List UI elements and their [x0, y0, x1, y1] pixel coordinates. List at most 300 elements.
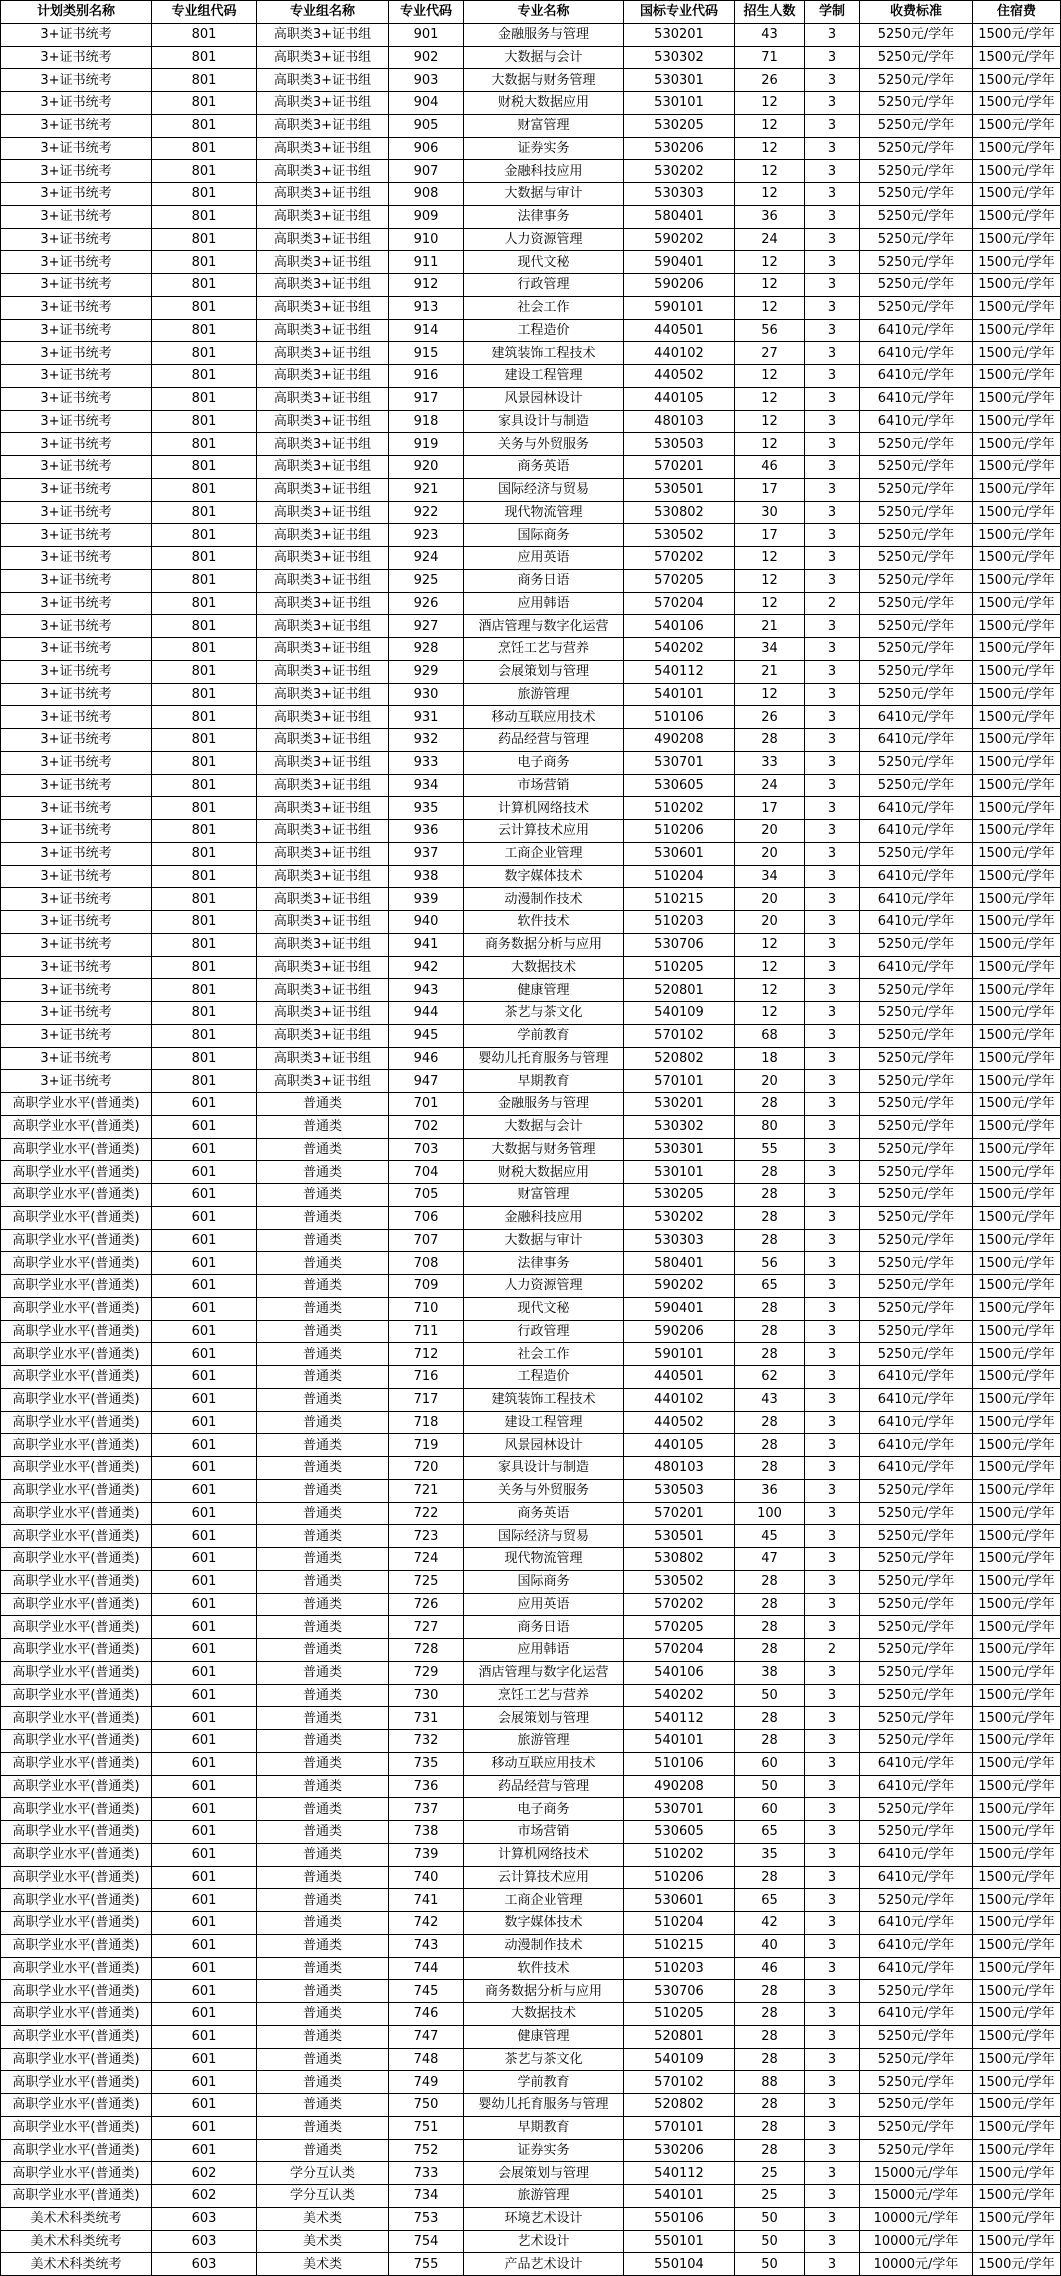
cell-major-code: 915	[389, 342, 464, 365]
cell-group-name: 高职类3+证书组	[257, 183, 389, 206]
cell-major-name: 数字媒体技术	[464, 1912, 624, 1935]
cell-group-code: 601	[152, 1184, 257, 1207]
cell-major-code: 936	[389, 820, 464, 843]
cell-group-name: 普通类	[257, 1275, 389, 1298]
cell-tuition: 6410元/学年	[860, 1457, 973, 1480]
cell-group-code: 601	[152, 1161, 257, 1184]
cell-group-code: 601	[152, 1934, 257, 1957]
cell-national-major-code: 440102	[624, 1388, 735, 1411]
cell-duration: 3	[805, 1502, 860, 1525]
cell-duration: 3	[805, 1752, 860, 1775]
cell-group-name: 高职类3+证书组	[257, 842, 389, 865]
cell-enrollment-count: 40	[735, 1934, 805, 1957]
cell-plan-category: 高职学业水平(普通类)	[1, 1411, 152, 1434]
cell-duration: 3	[805, 2048, 860, 2071]
table-row	[1, 1843, 1061, 1866]
cell-tuition: 5250元/学年	[860, 1593, 973, 1616]
cell-tuition: 5250元/学年	[860, 1115, 973, 1138]
cell-plan-category: 3+证书统考	[1, 342, 152, 365]
cell-plan-category: 3+证书统考	[1, 410, 152, 433]
cell-tuition: 5250元/学年	[860, 1184, 973, 1207]
cell-enrollment-count: 65	[735, 1889, 805, 1912]
cell-accommodation-fee: 1500元/学年	[973, 524, 1061, 547]
cell-national-major-code: 530503	[624, 1479, 735, 1502]
cell-group-code: 801	[152, 1002, 257, 1025]
table-row	[1, 820, 1061, 843]
cell-accommodation-fee: 1500元/学年	[973, 410, 1061, 433]
cell-plan-category: 高职学业水平(普通类)	[1, 2185, 152, 2208]
cell-enrollment-count: 12	[735, 547, 805, 570]
table-row	[1, 69, 1061, 92]
cell-enrollment-count: 28	[735, 1639, 805, 1662]
cell-national-major-code: 530601	[624, 842, 735, 865]
cell-major-code: 704	[389, 1161, 464, 1184]
cell-group-name: 普通类	[257, 1775, 389, 1798]
cell-group-code: 801	[152, 615, 257, 638]
cell-accommodation-fee: 1500元/学年	[973, 1502, 1061, 1525]
cell-accommodation-fee: 1500元/学年	[973, 2253, 1061, 2276]
cell-enrollment-count: 28	[735, 1206, 805, 1229]
cell-tuition: 5250元/学年	[860, 1002, 973, 1025]
cell-group-name: 普通类	[257, 1434, 389, 1457]
cell-tuition: 5250元/学年	[860, 69, 973, 92]
column-header-major-name: 专业名称	[464, 1, 624, 24]
cell-group-code: 601	[152, 1093, 257, 1116]
cell-major-name: 应用英语	[464, 547, 624, 570]
cell-major-name: 计算机网络技术	[464, 1843, 624, 1866]
cell-major-code: 736	[389, 1775, 464, 1798]
cell-group-name: 高职类3+证书组	[257, 865, 389, 888]
cell-national-major-code: 540106	[624, 615, 735, 638]
cell-enrollment-count: 34	[735, 638, 805, 661]
cell-accommodation-fee: 1500元/学年	[973, 1229, 1061, 1252]
cell-national-major-code: 440102	[624, 342, 735, 365]
cell-major-code: 720	[389, 1457, 464, 1480]
cell-accommodation-fee: 1500元/学年	[973, 1821, 1061, 1844]
cell-group-code: 801	[152, 751, 257, 774]
cell-tuition: 5250元/学年	[860, 137, 973, 160]
cell-national-major-code: 570204	[624, 592, 735, 615]
column-header-national-major-code: 国标专业代码	[624, 1, 735, 24]
cell-accommodation-fee: 1500元/学年	[973, 114, 1061, 137]
cell-tuition: 5250元/学年	[860, 2071, 973, 2094]
cell-group-name: 普通类	[257, 1707, 389, 1730]
cell-group-name: 高职类3+证书组	[257, 956, 389, 979]
cell-major-name: 动漫制作技术	[464, 888, 624, 911]
cell-group-name: 高职类3+证书组	[257, 410, 389, 433]
cell-group-code: 801	[152, 774, 257, 797]
cell-group-code: 801	[152, 137, 257, 160]
cell-enrollment-count: 20	[735, 842, 805, 865]
cell-tuition: 6410元/学年	[860, 1912, 973, 1935]
cell-national-major-code: 510203	[624, 1957, 735, 1980]
table-row	[1, 569, 1061, 592]
table-row	[1, 2071, 1061, 2094]
cell-group-name: 普通类	[257, 1570, 389, 1593]
table-row	[1, 92, 1061, 115]
cell-enrollment-count: 65	[735, 1821, 805, 1844]
cell-duration: 3	[805, 1343, 860, 1366]
cell-plan-category: 高职学业水平(普通类)	[1, 2162, 152, 2185]
cell-accommodation-fee: 1500元/学年	[973, 1320, 1061, 1343]
cell-accommodation-fee: 1500元/学年	[973, 797, 1061, 820]
cell-major-code: 741	[389, 1889, 464, 1912]
cell-duration: 3	[805, 2071, 860, 2094]
cell-major-name: 风景园林设计	[464, 1434, 624, 1457]
table-row	[1, 774, 1061, 797]
cell-national-major-code: 550106	[624, 2207, 735, 2230]
cell-tuition: 6410元/学年	[860, 729, 973, 752]
cell-enrollment-count: 28	[735, 1707, 805, 1730]
cell-group-name: 高职类3+证书组	[257, 524, 389, 547]
table-row	[1, 2048, 1061, 2071]
cell-major-code: 752	[389, 2139, 464, 2162]
cell-group-code: 601	[152, 1730, 257, 1753]
cell-duration: 3	[805, 979, 860, 1002]
cell-tuition: 5250元/学年	[860, 23, 973, 46]
cell-major-code: 716	[389, 1366, 464, 1389]
cell-duration: 3	[805, 888, 860, 911]
cell-major-name: 人力资源管理	[464, 1275, 624, 1298]
cell-tuition: 5250元/学年	[860, 114, 973, 137]
cell-duration: 3	[805, 2207, 860, 2230]
cell-plan-category: 高职学业水平(普通类)	[1, 1115, 152, 1138]
cell-enrollment-count: 12	[735, 683, 805, 706]
cell-major-name: 大数据技术	[464, 956, 624, 979]
cell-group-code: 601	[152, 2094, 257, 2117]
cell-major-name: 关务与外贸服务	[464, 433, 624, 456]
cell-enrollment-count: 12	[735, 979, 805, 1002]
cell-accommodation-fee: 1500元/学年	[973, 1525, 1061, 1548]
cell-plan-category: 3+证书统考	[1, 524, 152, 547]
cell-tuition: 5250元/学年	[860, 751, 973, 774]
cell-major-name: 商务英语	[464, 1502, 624, 1525]
cell-national-major-code: 490208	[624, 729, 735, 752]
cell-plan-category: 高职学业水平(普通类)	[1, 1434, 152, 1457]
cell-tuition: 6410元/学年	[860, 706, 973, 729]
cell-major-code: 718	[389, 1411, 464, 1434]
cell-group-code: 801	[152, 296, 257, 319]
cell-plan-category: 3+证书统考	[1, 638, 152, 661]
cell-tuition: 6410元/学年	[860, 1366, 973, 1389]
table-row	[1, 387, 1061, 410]
cell-accommodation-fee: 1500元/学年	[973, 478, 1061, 501]
cell-group-name: 普通类	[257, 1343, 389, 1366]
cell-major-code: 906	[389, 137, 464, 160]
cell-plan-category: 3+证书统考	[1, 569, 152, 592]
cell-group-code: 801	[152, 183, 257, 206]
cell-tuition: 5250元/学年	[860, 228, 973, 251]
cell-duration: 3	[805, 1684, 860, 1707]
cell-tuition: 6410元/学年	[860, 1775, 973, 1798]
cell-major-name: 建设工程管理	[464, 365, 624, 388]
cell-accommodation-fee: 1500元/学年	[973, 842, 1061, 865]
cell-plan-category: 高职学业水平(普通类)	[1, 2094, 152, 2117]
cell-major-name: 应用韩语	[464, 592, 624, 615]
cell-enrollment-count: 12	[735, 160, 805, 183]
cell-group-code: 602	[152, 2162, 257, 2185]
cell-accommodation-fee: 1500元/学年	[973, 1912, 1061, 1935]
cell-major-code: 931	[389, 706, 464, 729]
cell-group-name: 美术类	[257, 2207, 389, 2230]
cell-major-name: 工商企业管理	[464, 1889, 624, 1912]
cell-major-code: 710	[389, 1297, 464, 1320]
cell-major-name: 行政管理	[464, 1320, 624, 1343]
cell-group-name: 普通类	[257, 2071, 389, 2094]
cell-plan-category: 3+证书统考	[1, 797, 152, 820]
cell-major-code: 737	[389, 1798, 464, 1821]
cell-group-code: 601	[152, 1639, 257, 1662]
cell-accommodation-fee: 1500元/学年	[973, 228, 1061, 251]
cell-tuition: 5250元/学年	[860, 569, 973, 592]
cell-tuition: 5250元/学年	[860, 524, 973, 547]
cell-national-major-code: 530701	[624, 751, 735, 774]
cell-national-major-code: 510215	[624, 1934, 735, 1957]
cell-duration: 3	[805, 2025, 860, 2048]
cell-duration: 3	[805, 1957, 860, 1980]
cell-enrollment-count: 26	[735, 706, 805, 729]
cell-plan-category: 高职学业水平(普通类)	[1, 1775, 152, 1798]
cell-enrollment-count: 18	[735, 1047, 805, 1070]
cell-major-name: 婴幼儿托育服务与管理	[464, 1047, 624, 1070]
cell-group-name: 高职类3+证书组	[257, 1047, 389, 1070]
cell-national-major-code: 530301	[624, 1138, 735, 1161]
cell-group-name: 高职类3+证书组	[257, 433, 389, 456]
cell-major-name: 学前教育	[464, 1024, 624, 1047]
table-row	[1, 1070, 1061, 1093]
cell-plan-category: 3+证书统考	[1, 592, 152, 615]
cell-group-name: 普通类	[257, 1184, 389, 1207]
cell-group-name: 美术类	[257, 2253, 389, 2276]
cell-duration: 3	[805, 160, 860, 183]
cell-plan-category: 高职学业水平(普通类)	[1, 2116, 152, 2139]
cell-group-name: 普通类	[257, 1957, 389, 1980]
table-row	[1, 1980, 1061, 2003]
cell-plan-category: 高职学业水平(普通类)	[1, 1093, 152, 1116]
cell-national-major-code: 530101	[624, 1161, 735, 1184]
cell-duration: 3	[805, 1434, 860, 1457]
cell-duration: 3	[805, 2230, 860, 2253]
cell-group-code: 601	[152, 1275, 257, 1298]
cell-major-name: 风景园林设计	[464, 387, 624, 410]
cell-group-code: 801	[152, 501, 257, 524]
cell-enrollment-count: 50	[735, 2230, 805, 2253]
cell-duration: 3	[805, 228, 860, 251]
table-row	[1, 274, 1061, 297]
cell-national-major-code: 510204	[624, 865, 735, 888]
cell-duration: 3	[805, 1297, 860, 1320]
cell-duration: 3	[805, 1889, 860, 1912]
cell-tuition: 5250元/学年	[860, 46, 973, 69]
cell-major-code: 753	[389, 2207, 464, 2230]
cell-tuition: 6410元/学年	[860, 1866, 973, 1889]
cell-major-code: 911	[389, 251, 464, 274]
table-row	[1, 865, 1061, 888]
cell-group-name: 普通类	[257, 1798, 389, 1821]
cell-duration: 3	[805, 1843, 860, 1866]
cell-plan-category: 3+证书统考	[1, 160, 152, 183]
cell-major-name: 家具设计与制造	[464, 1457, 624, 1480]
cell-major-name: 法律事务	[464, 205, 624, 228]
cell-major-code: 937	[389, 842, 464, 865]
cell-plan-category: 高职学业水平(普通类)	[1, 1297, 152, 1320]
cell-group-code: 801	[152, 797, 257, 820]
table-row	[1, 46, 1061, 69]
cell-accommodation-fee: 1500元/学年	[973, 1275, 1061, 1298]
cell-group-name: 普通类	[257, 1093, 389, 1116]
cell-group-code: 601	[152, 1229, 257, 1252]
cell-national-major-code: 480103	[624, 1457, 735, 1480]
cell-group-code: 801	[152, 933, 257, 956]
cell-major-name: 金融服务与管理	[464, 23, 624, 46]
cell-enrollment-count: 28	[735, 1730, 805, 1753]
cell-enrollment-count: 60	[735, 1752, 805, 1775]
cell-tuition: 5250元/学年	[860, 1980, 973, 2003]
cell-major-name: 金融科技应用	[464, 1206, 624, 1229]
cell-group-code: 601	[152, 1570, 257, 1593]
cell-major-code: 711	[389, 1320, 464, 1343]
cell-national-major-code: 570204	[624, 1639, 735, 1662]
cell-group-name: 高职类3+证书组	[257, 547, 389, 570]
cell-national-major-code: 520802	[624, 1047, 735, 1070]
cell-accommodation-fee: 1500元/学年	[973, 1866, 1061, 1889]
cell-tuition: 5250元/学年	[860, 683, 973, 706]
cell-accommodation-fee: 1500元/学年	[973, 2116, 1061, 2139]
cell-group-name: 普通类	[257, 1252, 389, 1275]
table-row	[1, 911, 1061, 934]
cell-major-code: 709	[389, 1275, 464, 1298]
cell-plan-category: 3+证书统考	[1, 933, 152, 956]
cell-major-name: 环境艺术设计	[464, 2207, 624, 2230]
cell-plan-category: 3+证书统考	[1, 274, 152, 297]
cell-major-name: 社会工作	[464, 1343, 624, 1366]
table-row	[1, 1229, 1061, 1252]
cell-group-code: 801	[152, 46, 257, 69]
cell-group-code: 601	[152, 1684, 257, 1707]
cell-enrollment-count: 28	[735, 1093, 805, 1116]
cell-national-major-code: 570205	[624, 569, 735, 592]
cell-duration: 3	[805, 569, 860, 592]
cell-enrollment-count: 12	[735, 92, 805, 115]
table-row	[1, 1752, 1061, 1775]
cell-group-code: 601	[152, 1434, 257, 1457]
cell-plan-category: 高职学业水平(普通类)	[1, 1616, 152, 1639]
cell-enrollment-count: 28	[735, 1343, 805, 1366]
cell-group-name: 高职类3+证书组	[257, 228, 389, 251]
cell-group-name: 普通类	[257, 1525, 389, 1548]
table-row	[1, 319, 1061, 342]
cell-duration: 2	[805, 592, 860, 615]
cell-group-code: 601	[152, 1115, 257, 1138]
cell-group-code: 601	[152, 1548, 257, 1571]
cell-national-major-code: 570101	[624, 2116, 735, 2139]
cell-duration: 3	[805, 1980, 860, 2003]
cell-duration: 3	[805, 410, 860, 433]
cell-group-code: 601	[152, 1821, 257, 1844]
cell-tuition: 10000元/学年	[860, 2230, 973, 2253]
cell-national-major-code: 530605	[624, 1821, 735, 1844]
cell-duration: 3	[805, 660, 860, 683]
cell-tuition: 5250元/学年	[860, 251, 973, 274]
table-row	[1, 797, 1061, 820]
table-row	[1, 1002, 1061, 1025]
cell-major-name: 应用英语	[464, 1593, 624, 1616]
cell-tuition: 5250元/学年	[860, 1320, 973, 1343]
cell-accommodation-fee: 1500元/学年	[973, 1093, 1061, 1116]
cell-enrollment-count: 28	[735, 2025, 805, 2048]
cell-national-major-code: 530502	[624, 524, 735, 547]
cell-accommodation-fee: 1500元/学年	[973, 933, 1061, 956]
cell-major-code: 706	[389, 1206, 464, 1229]
cell-enrollment-count: 20	[735, 820, 805, 843]
cell-national-major-code: 590206	[624, 1320, 735, 1343]
cell-duration: 2	[805, 1639, 860, 1662]
cell-tuition: 5250元/学年	[860, 2025, 973, 2048]
cell-duration: 3	[805, 478, 860, 501]
cell-national-major-code: 580401	[624, 205, 735, 228]
cell-plan-category: 3+证书统考	[1, 911, 152, 934]
table-row	[1, 2094, 1061, 2117]
cell-duration: 3	[805, 23, 860, 46]
cell-group-name: 普通类	[257, 1115, 389, 1138]
cell-plan-category: 3+证书统考	[1, 251, 152, 274]
cell-major-name: 移动互联应用技术	[464, 1752, 624, 1775]
table-body	[1, 23, 1061, 2275]
cell-duration: 3	[805, 1479, 860, 1502]
cell-accommodation-fee: 1500元/学年	[973, 183, 1061, 206]
cell-group-code: 601	[152, 2116, 257, 2139]
cell-plan-category: 3+证书统考	[1, 319, 152, 342]
cell-national-major-code: 440105	[624, 1434, 735, 1457]
cell-enrollment-count: 30	[735, 501, 805, 524]
cell-major-code: 723	[389, 1525, 464, 1548]
cell-national-major-code: 530302	[624, 46, 735, 69]
cell-group-name: 高职类3+证书组	[257, 205, 389, 228]
cell-enrollment-count: 12	[735, 114, 805, 137]
cell-major-name: 工商企业管理	[464, 842, 624, 865]
cell-group-code: 801	[152, 1070, 257, 1093]
table-row	[1, 1297, 1061, 1320]
cell-tuition: 5250元/学年	[860, 1548, 973, 1571]
cell-group-code: 801	[152, 820, 257, 843]
cell-group-name: 高职类3+证书组	[257, 569, 389, 592]
cell-national-major-code: 530302	[624, 1115, 735, 1138]
cell-enrollment-count: 55	[735, 1138, 805, 1161]
cell-group-name: 普通类	[257, 1934, 389, 1957]
cell-accommodation-fee: 1500元/学年	[973, 160, 1061, 183]
cell-plan-category: 高职学业水平(普通类)	[1, 1161, 152, 1184]
cell-accommodation-fee: 1500元/学年	[973, 2162, 1061, 2185]
cell-major-name: 早期教育	[464, 2116, 624, 2139]
cell-accommodation-fee: 1500元/学年	[973, 2048, 1061, 2071]
cell-duration: 3	[805, 638, 860, 661]
table-row	[1, 1093, 1061, 1116]
cell-group-code: 801	[152, 524, 257, 547]
column-header-duration: 学制	[805, 1, 860, 24]
cell-enrollment-count: 28	[735, 1616, 805, 1639]
cell-plan-category: 3+证书统考	[1, 774, 152, 797]
cell-enrollment-count: 80	[735, 1115, 805, 1138]
cell-tuition: 5250元/学年	[860, 1206, 973, 1229]
cell-group-code: 601	[152, 1616, 257, 1639]
cell-plan-category: 高职学业水平(普通类)	[1, 1593, 152, 1616]
cell-group-code: 601	[152, 1366, 257, 1389]
cell-plan-category: 高职学业水平(普通类)	[1, 1661, 152, 1684]
cell-accommodation-fee: 1500元/学年	[973, 1798, 1061, 1821]
cell-major-code: 730	[389, 1684, 464, 1707]
cell-accommodation-fee: 1500元/学年	[973, 2230, 1061, 2253]
cell-plan-category: 3+证书统考	[1, 387, 152, 410]
